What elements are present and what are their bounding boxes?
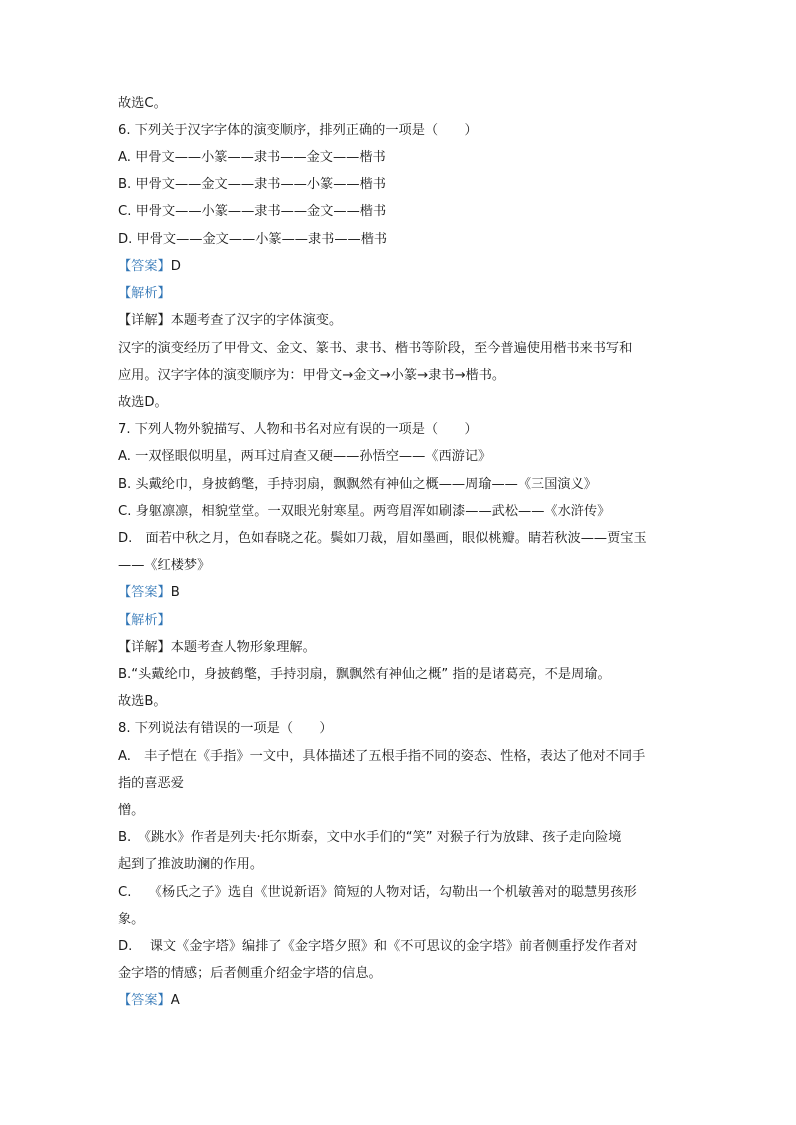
option-c: C. 甲骨文——小篆——隶书——金文——楷书: [118, 204, 387, 219]
question-8: 8. 下列说法有错误的一项是（ ）: [118, 721, 333, 736]
option-c: C. 身躯凛凛，相貌堂堂。一双眼光射寒星。两弯眉浑如刷漆——武松——《水浒传》: [118, 504, 611, 519]
option-b: B. 甲骨文——金文——隶书——小篆——楷书: [118, 177, 386, 192]
detail-line: 【详解】本题考查了汉字的字体演变。: [118, 313, 343, 328]
option-d: D. 甲骨文——金文——小篆——隶书——楷书: [118, 232, 388, 247]
option-a: A. 甲骨文——小篆——隶书——金文——楷书: [118, 150, 386, 165]
option-a: A. 丰子恺在《手指》一文中，具体描述了五根手指不同的姿态、性格，表达了他对不同手: [118, 749, 646, 764]
answer-label: 【答案】: [118, 585, 171, 600]
detail-line: 【详解】本题考查人物形象理解。: [118, 640, 316, 655]
text-line: 憎。: [118, 803, 145, 818]
analysis-label: 【解析】: [118, 613, 171, 628]
option-c: C. 《杨氏之子》选自《世说新语》简短的人物对话，勾勒出一个机敏善对的聪慧男孩形: [118, 885, 637, 900]
question-6: 6. 下列关于汉字字体的演变顺序，排列正确的一项是（ ）: [118, 123, 478, 138]
option-b: B. 头戴纶巾，身披鹤氅，手持羽扇，飘飘然有神仙之概——周瑜——《三国演义》: [118, 477, 597, 492]
answer-line: [118, 584, 180, 602]
text-line: 故选B。: [118, 694, 167, 709]
option-d: D. 面若中秋之月，色如春晓之花。鬓如刀裁，眉如墨画，眼似桃瓣。睛若秋波——贾宝玉: [118, 531, 647, 546]
text-line: 象。: [118, 912, 145, 927]
option-b: B. 《跳水》作者是列夫·托尔斯泰，文中水手们的“笑” 对猴子行为放肆、孩子走向险境: [118, 830, 622, 845]
option-a: A. 一双怪眼似明星，两耳过肩查又硬——孙悟空——《西游记》: [118, 449, 492, 464]
text-line: 故选C。: [118, 96, 167, 111]
answer-value: A: [170, 993, 180, 1008]
answer-label: 【答案】: [118, 259, 171, 274]
question-7: 7. 下列人物外貌描写、人物和书名对应有误的一项是（ ）: [118, 422, 478, 437]
answer-label: 【答案】: [118, 993, 171, 1008]
answer-value: D: [170, 259, 181, 274]
analysis-label: 【解析】: [118, 286, 171, 301]
text-line: 指的喜恶爱: [118, 776, 184, 791]
text-line: 起到了推波助澜的作用。: [118, 857, 264, 872]
text-line: B.“头戴纶巾，身披鹤氅，手持羽扇，飘飘然有神仙之概” 指的是诸葛亮，不是周瑜。: [118, 667, 611, 682]
text-line: 汉字的演变经历了甲骨文、金文、篆书、隶书、楷书等阶段，至今普遍使用楷书来书写和: [118, 341, 633, 356]
answer-line: [118, 992, 180, 1010]
text-line: 应用。汉字字体的演变顺序为：甲骨文→金文→小篆→隶书→楷书。: [118, 368, 506, 383]
option-d: D. 课文《金字塔》编排了《金字塔夕照》和《不可思议的金字塔》前者侧重抒发作者对: [118, 939, 638, 954]
text-line: 故选D。: [118, 395, 168, 410]
text-line: 金字塔的情感；后者侧重介绍金字塔的信息。: [118, 966, 382, 981]
answer-value: B: [170, 585, 180, 600]
answer-line: [118, 258, 181, 276]
text-line: ——《红楼梦》: [118, 558, 211, 573]
